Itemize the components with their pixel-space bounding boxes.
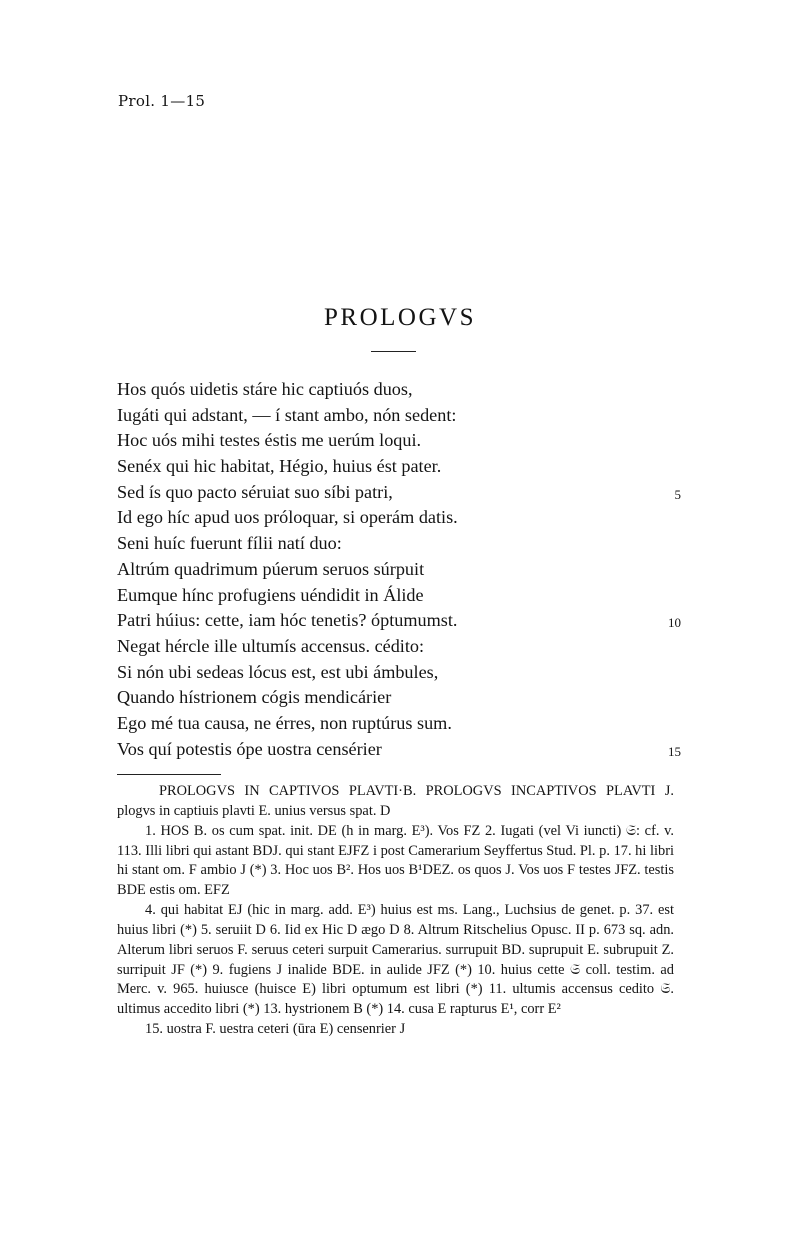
verse-block: [117, 377, 681, 762]
line-number: 5: [674, 486, 681, 502]
apparatus-note: PROLOGVS IN CAPTIVOS PLAVTI·B. PROLOGVS INCAPTIVOS PLAVTI J. plogvs in captiuis plavti E. unius versus spat. D: [117, 783, 674, 819]
title-rule: [371, 351, 416, 352]
verse-line: [117, 660, 677, 686]
verse-text: Eumque hínc profugiens uéndidit in Álide: [117, 584, 424, 605]
apparatus-note: 15. uostra F. uestra ceteri (ūra E) censenrier J: [145, 1021, 406, 1038]
verse-line: [117, 711, 677, 737]
page-title: PROLOGVS: [324, 304, 476, 331]
verse-line: [117, 428, 677, 454]
verse-line: [117, 531, 677, 557]
verse-line: [117, 403, 677, 429]
verse-line: [117, 557, 677, 583]
verse-line: [117, 583, 677, 609]
verse-text: Altrúm quadrimum púerum seruos súrpuit: [117, 558, 425, 579]
critical-apparatus: [117, 782, 674, 1040]
footnote-rule: [117, 774, 221, 775]
verse-text: Si nón ubi sedeas lócus est, est ubi ámbules,: [117, 661, 439, 682]
verse-text: Vos quí potestis ópe uostra censérier: [117, 738, 382, 759]
verse-line: [117, 480, 681, 506]
verse-text: Negat hércle ille ultumís accensus. cédito:: [117, 635, 425, 656]
verse-line: [117, 505, 677, 531]
verse-line: [117, 634, 677, 660]
verse-line: [117, 608, 681, 634]
verse-text: Hos quós uidetis stáre hic captiuós duos,: [117, 379, 413, 399]
verse-text: Patri húius: cette, iam hóc tenetis? óptumumst.: [117, 610, 458, 631]
verse-text: Senéx qui hic habitat, Hégio, huius ést pater.: [117, 456, 442, 477]
verse-text: Iugáti qui adstant, — í stant ambo, nón sedent:: [117, 404, 457, 425]
line-number: 15: [668, 743, 681, 759]
verse-line: [117, 377, 677, 403]
apparatus-note: 1. HOS B. os cum spat. init. DE (h in marg. E³). Vos FZ 2. Iugati (vel Vi iuncti) 𝔖: cf. v. 113. Illi libri qui astant BDJ. qui stant EJFZ i post Camerarium Seyffertus Stud. Pl. p. 17. hi libri hi stant om. F ambio J (*) 3. Hoc uos B². Hos uos B¹DEZ. os quos J. Vos uos F testes JFZ. testis BDE estis om. EFZ: [117, 822, 674, 899]
verse-text: Hoc uós mihi testes éstis me uerúm loqui.: [117, 430, 422, 451]
verse-line: [117, 737, 681, 763]
verse-line: [117, 685, 677, 711]
verse-text: Id ego híc apud uos próloquar, si operám datis.: [117, 507, 458, 528]
verse-text: Ego mé tua causa, ne érres, non ruptúrus sum.: [117, 712, 452, 733]
verse-text: Seni huíc fuerunt fílii natí duo:: [117, 533, 342, 554]
verse-text: Quando hístrionem cógis mendicárier: [117, 687, 392, 708]
verse-line: [117, 454, 677, 480]
apparatus-note: 4. qui habitat EJ (hic in marg. add. E³) huius est ms. Lang., Luchsius de genet. p. 37. est huius libri (*) 5. seruiit D 6. Iid ex Hic D ægo D 8. Altrum Ritschelius Opusc. II p. 673 sq. adn. Alterum libri seruos F. seruus ceteri surpuit Camerarius. surrupuit BD. suprupuit E. subrupuit Z. surripuit JF (*) 9. fugiens J inalide BDE. in aulide JFZ (*) 10. huius cette 𝔖 coll. testim. ad Merc. v. 965. huiusce (huisce E) libri optumum est libri (*) 11. ultumis accensus cedito 𝔖. ultimus accedito libri (*) 13. hystrionem B (*) 14. cusa E rapturus E¹, corr E²: [117, 902, 674, 1018]
running-head: Prol. 1—15: [118, 92, 206, 110]
verse-text: Sed ís quo pacto séruiat suo síbi patri,: [117, 481, 393, 502]
line-number: 10: [668, 615, 681, 631]
